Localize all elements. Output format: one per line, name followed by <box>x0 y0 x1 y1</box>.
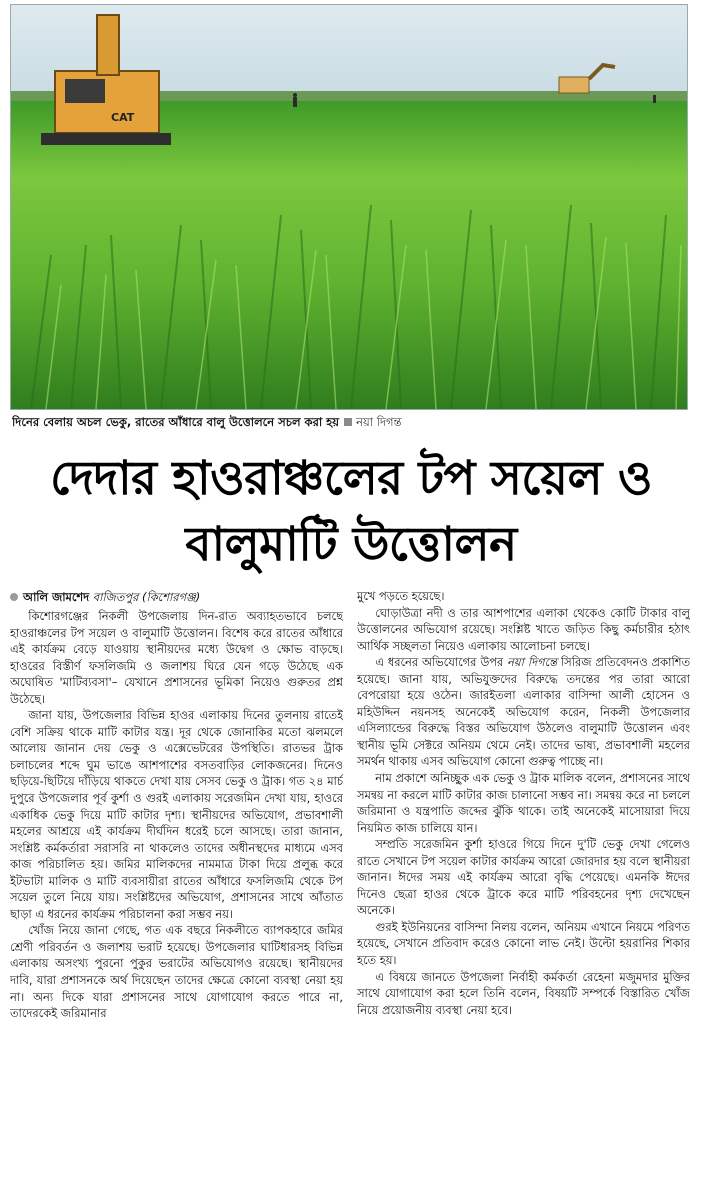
paragraph: নাম প্রকাশে অনিচ্ছুক এক ভেকু ও ট্রাক মালিক বলেন, প্রশাসনের সাথে সমন্বয় না করলে মাটি কাটার কাজ চালানো সম্ভব না। সমন্বয় করে না চললে জরিমানা ও যন্ত্রপাতি জব্দের ঝুঁকি থাকে। তাই অনেকেই মাসোয়ারা দিয়ে নিয়মিত কাজ চালিয়ে যান। <box>357 771 690 835</box>
square-bullet-icon <box>344 418 352 426</box>
headline <box>8 446 694 578</box>
headline-line-1: দেদার হাওরাঞ্চলের টপ সয়েল ও <box>50 451 652 506</box>
paragraph: ঘোড়াউত্রা নদী ও তার আশপাশের এলাকা থেকেও কোটি টাকার বালু উত্তোলনের অভিযোগ রয়েছে। সংশ্লিষ্ট খাতে জড়িত কিছু কর্মচারীর হঠাৎ আর্থিক সচ্ছলতা নিয়েও এলাকায় আলোচনা চলছে। <box>357 605 690 653</box>
machine-label: CAT <box>111 111 135 124</box>
byline-author: আলি জামশেদ <box>23 590 90 604</box>
paragraph: খোঁজ নিয়ে জানা গেছে, গত এক বছরে নিকলীতে ব্যাপকহারে জমির শ্রেণী পরিবর্তন ও জলাশয় ভরাট হয়েছে। উপজেলার ঘাটিধারসহ বিভিন্ন এলাকায় অসংখ্য পুরনো পুকুর ভরাটের অভিযোগও রয়েছে। স্থানীয়দের দাবি, যারা প্রশাসনকে অর্থ দিয়েছেন তাদের ক্ষেত্রে কোনো ব্যবস্থা নেয়া হয় না। অন্য দিকে যারা প্রশাসনের সাথে যোগাযোগ করতে পারে না, তাদেরকেই জরিমানার <box>10 923 343 1021</box>
paragraph: জানা যায়, উপজেলার বিভিন্ন হাওর এলাকায় দিনের তুলনায় রাতেই বেশি সক্রিয় থাকে মাটি কাটার যন্ত্র। দূর থেকে জোনাকির মতো ঝলমলে আলোয় জানান দেয় ভেকু ও এক্সেভেটরের উপস্থিতি। রাতভর ট্রাক চলাচলের শব্দে ঘুম ভাঙে আশপাশের বসতবাড়ির লোকজনের। দিনেও ছড়িয়ে-ছিটিয়ে দাঁড়িয়ে থাকতে দেখা যায় সেসব ভেকু ও ট্রাক। গত ২৪ মার্চ দুপুরে উপজেলার পূর্ব কুর্শা ও গুরই এলাকায় সরেজমিন দেখা যায়, হাওরে একাধিক ভেকু দিয়ে মাটি কাটার দৃশ্য। স্থানীয়দের অভিযোগ, প্রভাবশালী মহলের আশ্রয়ে এই কার্যক্রম দীর্ঘদিন ধরেই চলে আসছে। তারা জানান, সংশ্লিষ্ট কর্মকর্তারা সরাসরি না থাকলেও তাদের অধীনস্থদের মাধ্যমে এসব কাজ পরিচালিত হয়। জমির মালিকদের নামমাত্র টাকা দিয়ে প্রলুব্ধ করে ইটভাটা মালিক ও মাটি ব্যবসায়ীরা রাতের আঁধারে ফসলিজমি থেকে টপ সয়েল তুলে নিয়ে যায়। সংশ্লিষ্টদের অভিযোগ, প্রশাসনের সাথে আঁতাত ছাড়া এ ধরনের কার্যক্রম পরিচালনা করা সম্ভব নয়। <box>10 708 343 921</box>
newspaper-name: নয়া দিগন্তে <box>507 655 557 670</box>
paddy-field-illustration <box>11 5 687 409</box>
headline-line-2: বালুমাটি উত্তোলন <box>185 517 517 572</box>
news-photo <box>10 4 688 410</box>
column-left <box>10 588 343 1188</box>
photo-credit: নয়া দিগন্ত <box>356 415 402 429</box>
paragraph-part: সিরিজ প্রতিবেদনও প্রকাশিত হয়েছে। জানা যায়, অভিযুক্তদের বিরুদ্ধে তদন্তের পর তারা আরো বেপরোয়া হয়ে ওঠেন। জারইতলা এলাকার বাসিন্দা আলী হোসেন ও মহিউদ্দিন নয়নসহ অনেকেই অভিযোগ করেন, নিকলী উপজেলার এসিল্যান্ডের বিরুদ্ধে বিস্তর অভিযোগ উঠলেও বালুমাটি উত্তোলন এবং স্থানীয় ভূমি সেক্টরে অনিয়ম থেমে নেই। তাদের ভাষ্য, প্রভাবশালী মহলের সমর্থন থাকায় এসব অভিযোগ কোনো গুরুত্ব পাচ্ছে না। <box>357 655 690 769</box>
paragraph: গুরই ইউনিয়নের বাসিন্দা নিলয় বলেন, অনিয়ম এখানে নিয়মে পরিণত হয়েছে, সেখানে প্রতিবাদ করেও কোনো লাভ নেই। উল্টো হয়রানির শিকার হতে হয়। <box>357 919 690 968</box>
paragraph: এ বিষয়ে জানতে উপজেলা নির্বাহী কর্মকর্তা রেহেনা মজুমদার মুক্তির সাথে যোগাযোগ করা হলে তিনি বলেন, বিষয়টি সম্পর্কে বিস্তারিত খোঁজ নিয়ে প্রয়োজনীয় ব্যবস্থা নেয়া হবে। <box>357 969 690 1017</box>
column-right <box>357 588 690 1188</box>
paragraph <box>357 654 690 770</box>
byline <box>10 588 343 606</box>
article-body <box>10 588 691 1188</box>
byline-location: বাজিতপুর (কিশোরগঞ্জ) <box>92 590 201 604</box>
paragraph: সম্প্রতি সরেজমিন কুর্শা হাওরে গিয়ে দিনে দু'টি ভেকু দেখা গেলেও রাতে সেখানে টপ সয়েল কাটার কার্যক্রম আরো জোরদার হয় বলে স্থানীয়রা জানান। ঈদের সময় এই কার্যক্রম আরো বৃদ্ধি পেয়েছে। এমনকি ঈদের দিনেও ছেত্রা হাওর থেকে ট্রাকে করে মাটি পরিবহনের দৃশ্য দেখেছেন অনেকে। <box>357 837 690 918</box>
paragraph-continued: মুখে পড়তে হয়েছে। <box>357 589 445 603</box>
caption-text: দিনের বেলায় অচল ভেকু, রাতের আঁধারে বালু উত্তোলনে সচল করা হয় <box>12 415 340 429</box>
photo-caption <box>12 414 688 430</box>
paragraph-part: এ ধরনের অভিযোগের উপর <box>375 655 508 670</box>
paragraph: কিশোরগঞ্জের নিকলী উপজেলায় দিন-রাত অব্যাহতভাবে চলছে হাওরাঞ্চলের টপ সয়েল ও বালুমাটি উত্তোলন। বিশেষ করে রাতের আঁধারে এই কার্যক্রম বেড়ে যাওয়ায় স্থানীয়দের মধ্যে উদ্বেগ ও ক্ষোভ বাড়ছে। হাওরের বিস্তীর্ণ ফসলিজমি ও জলাশয় ঘিরে যেন গড়ে উঠেছে এক অঘোষিত 'মাটিব্যবসা'– যেখানে প্রশাসনের ভূমিকা নিয়েও গুরুতর প্রশ্ন উঠেছে। <box>10 609 343 706</box>
bullet-icon <box>10 593 18 601</box>
